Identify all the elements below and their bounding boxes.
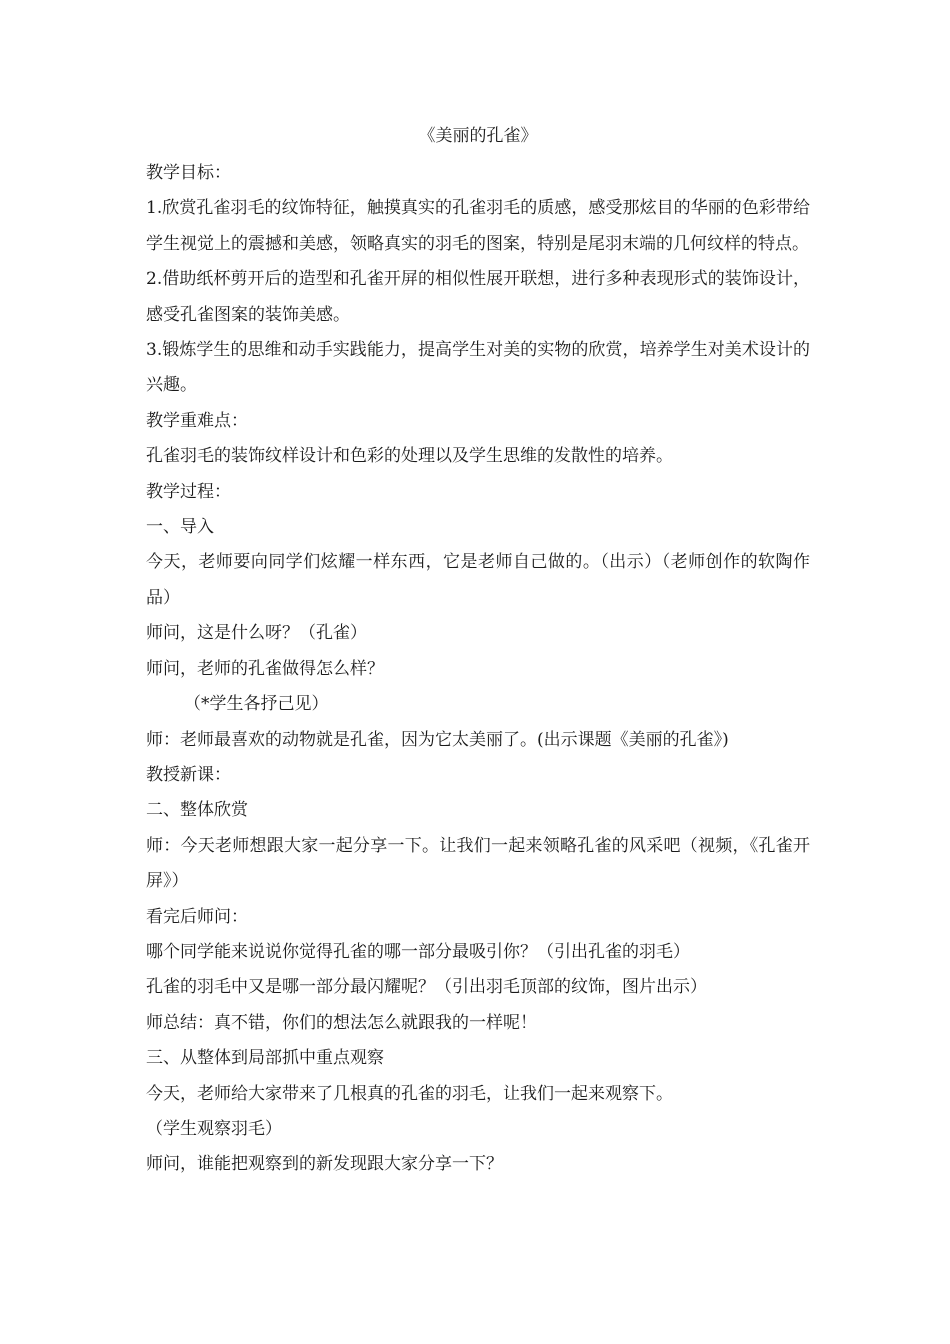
paragraph: 看完后师问： <box>146 906 248 927</box>
key-points-text: 孔雀羽毛的装饰纹样设计和色彩的处理以及学生思维的发散性的培养。 <box>146 446 673 467</box>
paragraph: 今天，老师给大家带来了几根真的孔雀的羽毛，让我们一起来观察下。 <box>146 1083 673 1104</box>
objective-3: 3.锻炼学生的思维和动手实践能力，提高学生对美的实物的欣赏，培养学生对美术设计的兴趣。 <box>146 340 810 396</box>
paragraph: （学生观察羽毛） <box>146 1118 282 1139</box>
step-heading-overall: 二、整体欣赏 <box>146 800 248 821</box>
paragraph: 师问，这是什么呀？（孔雀） <box>146 623 367 644</box>
section-heading-key-points: 教学重难点： <box>146 410 248 431</box>
step-heading-intro: 一、导入 <box>146 517 214 538</box>
paragraph: 师：今天老师想跟大家一起分享一下。让我们一起来领略孔雀的风采吧（视频，《孔雀开屏》） <box>146 835 810 892</box>
paragraph: 孔雀的羽毛中又是哪一部分最闪耀呢？（引出羽毛顶部的纹饰，图片出示） <box>146 977 707 998</box>
paragraph: 师问，谁能把观察到的新发现跟大家分享一下？ <box>146 1154 503 1175</box>
paragraph: 师总结：真不错，你们的想法怎么就跟我的一样呢！ <box>146 1012 537 1033</box>
section-heading-new-lesson: 教授新课： <box>146 764 231 785</box>
document-title: 《美丽的孔雀》 <box>418 126 538 146</box>
section-heading-process: 教学过程： <box>146 481 231 502</box>
step-heading-observe: 三、从整体到局部抓中重点观察 <box>146 1048 384 1069</box>
paragraph: 哪个同学能来说说你觉得孔雀的哪一部分最吸引你？（引出孔雀的羽毛） <box>146 941 690 962</box>
objective-1: 1.欣赏孔雀羽毛的纹饰特征，触摸真实的孔雀羽毛的质感，感受那炫目的华丽的色彩带给学生视觉上的震撼和美感，领略真实的羽毛的图案，特别是尾羽末端的几何纹样的特点。 <box>146 198 810 254</box>
paragraph: 师：老师最喜欢的动物就是孔雀，因为它太美丽了。(出示课题《美丽的孔雀》) <box>146 729 729 750</box>
document-page <box>146 124 810 1183</box>
objective-2: 2.借助纸杯剪开后的造型和孔雀开屏的相似性展开联想，进行多种表现形式的装饰设计，感受孔雀图案的装饰美感。 <box>146 269 810 325</box>
paragraph: 今天，老师要向同学们炫耀一样东西，它是老师自己做的。（出示）（老师创作的软陶作品） <box>146 552 810 608</box>
paragraph: 师问，老师的孔雀做得怎么样？ <box>146 658 384 679</box>
section-heading-objectives: 教学目标： <box>146 163 231 183</box>
paragraph: （*学生各抒己见） <box>184 694 329 715</box>
